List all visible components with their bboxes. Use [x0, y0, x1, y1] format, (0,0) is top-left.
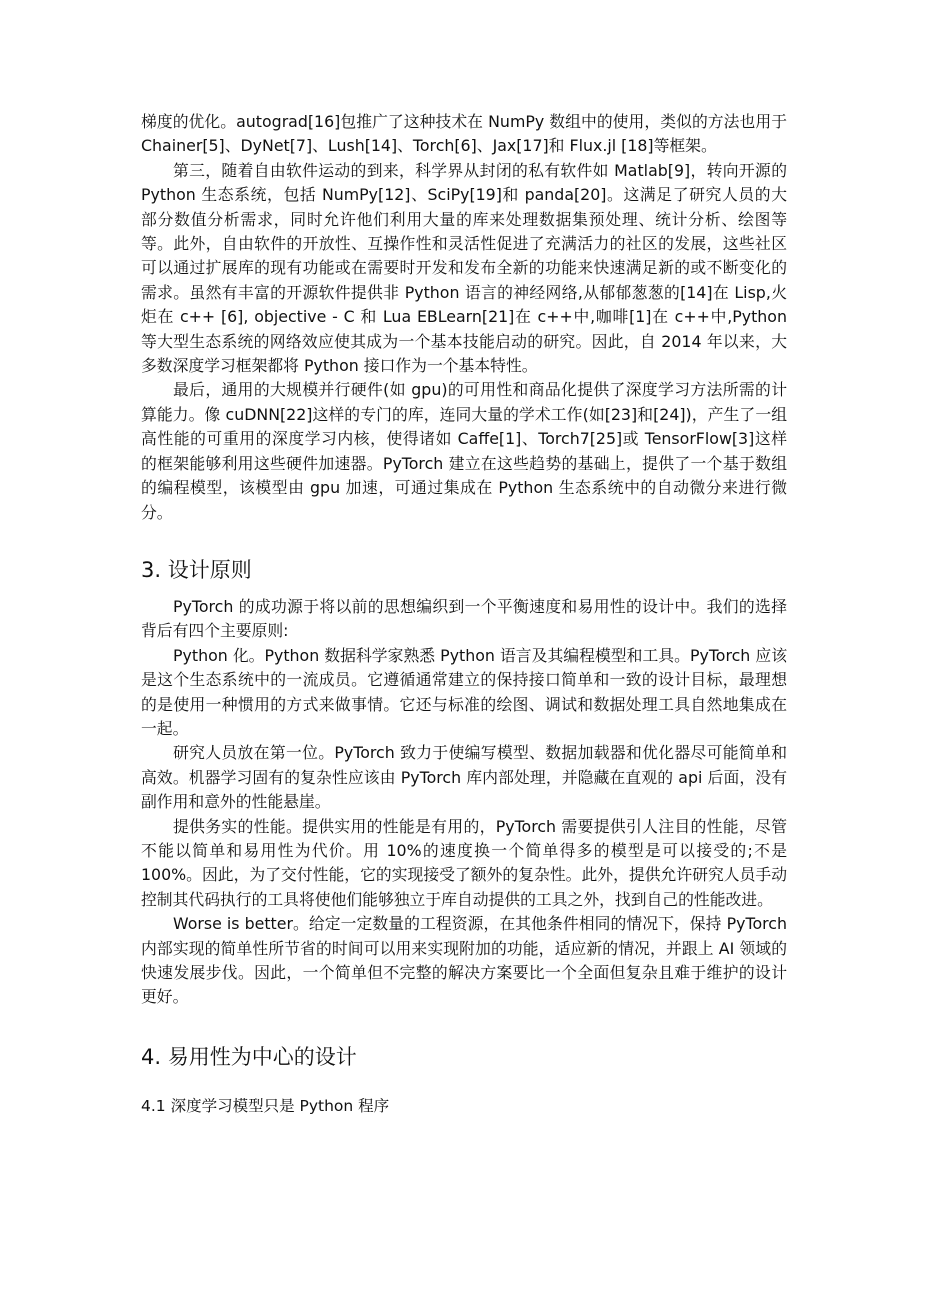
paragraph-pragmatic-performance: 提供务实的性能。提供实用的性能是有用的，PyTorch 需要提供引人注目的性能，尽管不能以简单和易用性为代价。用 10%的速度换一个简单得多的模型是可以接受的;不是 100%。因此，为了交付性能，它的实现接受了额外的复杂性。此外，提供允许研究人员手动控制其代码执行的工具将使他们能够独立于库自动提供的工具之外，找到自己的性能改进。	[141, 816, 787, 909]
section-heading-usability: 4. 易用性为中心的设计	[141, 1044, 357, 1069]
paragraph-autograd: 梯度的优化。autograd[16]包推广了这种技术在 NumPy 数组中的使用，类似的方法也用于 Chainer[5]、DyNet[7]、Lush[14]、Torch[6]、Jax[17]和 Flux.jl [18]等框架。	[141, 112, 787, 156]
paragraph-researchers-first: 研究人员放在第一位。PyTorch 致力于使编写模型、数据加载器和优化器尽可能简单和高效。机器学习固有的复杂性应该由 PyTorch 库内部处理，并隐藏在直观的 api 后面，没有副作用和意外的性能悬崖。	[141, 743, 787, 812]
subsection-heading-python-programs: 4.1 深度学习模型只是 Python 程序	[141, 1096, 390, 1115]
section-heading-design-principles: 3. 设计原则	[141, 557, 252, 582]
document-body	[141, 110, 787, 1118]
paragraph-principles-intro: PyTorch 的成功源于将以前的思想编织到一个平衡速度和易用性的设计中。我们的选择背后有四个主要原则:	[141, 596, 787, 641]
paragraph-pythonic: Python 化。Python 数据科学家熟悉 Python 语言及其编程模型和工具。PyTorch 应该是这个生态系统中的一流成员。它遵循通常建立的保持接口简单和一致的设计目标，最理想的是使用一种惯用的方式来做事情。它还与标准的绘图、调试和数据处理工具自然地集成在一起。	[141, 645, 787, 738]
paragraph-worse-is-better: Worse is better。给定一定数量的工程资源，在其他条件相同的情况下，保持 PyTorch 内部实现的简单性所节省的时间可以用来实现附加的功能，适应新的情况，并跟上 AI 领域的快速发展步伐。因此，一个简单但不完整的解决方案要比一个全面但复杂且难于维护的设计更好。	[141, 914, 787, 1007]
paragraph-open-source: 第三，随着自由软件运动的到来，科学界从封闭的私有软件如 Matlab[9]，转向开源的 Python 生态系统，包括 NumPy[12]、SciPy[19]和 panda[20]。这满足了研究人员的大部分数值分析需求，同时允许他们利用大量的库来处理数据集预处理、统计分析、绘图等等。此外，自由软件的开放性、互操作性和灵活性促进了充满活力的社区的发展，这些社区可以通过扩展库的现有功能或在需要时开发和发布全新的功能来快速满足新的或不断变化的需求。虽然有丰富的开源软件提供非 Python 语言的神经网络,从郁郁葱葱的[14]在 Lisp,火炬在 c++ [6], objective - C 和 Lua EBLearn[21]在 c++中,咖啡[1]在 c++中,Python 等大型生态系统的网络效应使其成为一个基本技能启动的研究。因此，自 2014 年以来，大多数深度学习框架都将 Python 接口作为一个基本特性。	[141, 160, 787, 376]
paragraph-hardware: 最后，通用的大规模并行硬件(如 gpu)的可用性和商品化提供了深度学习方法所需的计算能力。像 cuDNN[22]这样的专门的库，连同大量的学术工作(如[23]和[24])，产生了一组高性能的可重用的深度学习内核，使得诸如 Caffe[1]、Torch7[25]或 TensorFlow[3]这样的框架能够利用这些硬件加速器。PyTorch 建立在这些趋势的基础上，提供了一个基于数组的编程模型，该模型由 gpu 加速，可通过集成在 Python 生态系统中的自动微分来进行微分。	[141, 380, 787, 522]
